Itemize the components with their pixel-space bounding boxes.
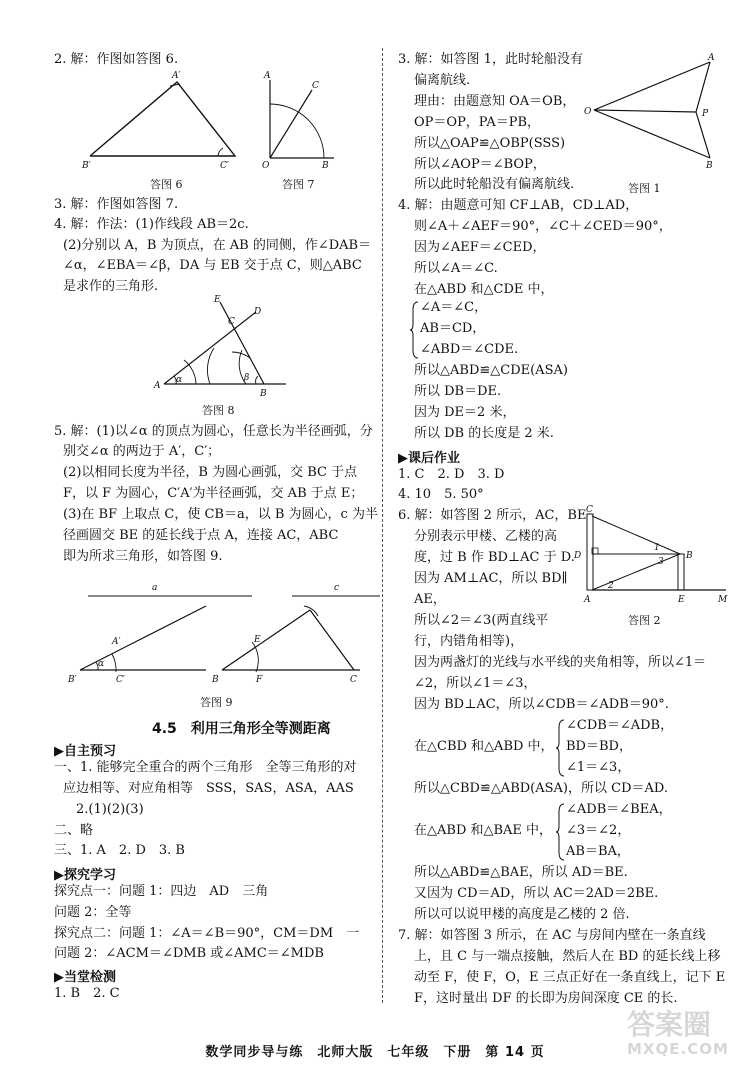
figure-9: [60, 580, 380, 690]
fig9-label-a-small: a: [152, 583, 158, 593]
figure-6: [80, 70, 260, 170]
homework-title: 课后作业: [408, 451, 461, 466]
q6-line-3: 度，过 B 作 BD⊥AC 于 D.: [414, 550, 575, 565]
q6-line-22: 所以可以说甲楼的高度是乙楼的 2 倍.: [414, 907, 630, 922]
q6-line-4: 因为 AM⊥AC，所以 BD∥: [414, 571, 568, 586]
watermark-line-2: MXQE.COM: [627, 1040, 729, 1058]
q5-line-2: 别交∠α 的两边于 A′，C′；: [63, 444, 221, 459]
q6-line-8: 因为两盏灯的光线与水平线的夹角相等，所以∠1＝: [414, 655, 707, 670]
figure-8: [150, 294, 300, 398]
hw-line-1: 1. C 2. D 3. D: [398, 467, 505, 482]
q4-right-line-5: 在△ABD 和△CDE 中，: [414, 282, 554, 297]
fig2-label-a: A: [584, 595, 591, 605]
q3-right-line-2: 偏离航线.: [414, 73, 471, 88]
fig1-label-b: B: [706, 161, 713, 171]
self-preview-title: 自主预习: [64, 744, 117, 759]
q6-line-9: ∠2，所以∠1＝∠3，: [414, 676, 537, 691]
q5-line-4: F，以 F 为圆心，C′A′为半径画弧，交 AB 于点 E；: [63, 486, 364, 501]
fig1-caption: 答图 1: [628, 182, 661, 195]
fig2-label-b: B: [686, 551, 693, 561]
q2-text: 2. 解：作图如答图 6.: [54, 52, 179, 67]
q4-right-line-2: 则∠A＋∠AEF＝90°，∠C＋∠CED＝90°，: [414, 219, 672, 234]
q4-right-line-1: 4. 解：由题意可知 CF⊥AB，CD⊥AD，: [398, 198, 639, 213]
q6-line-12: 在△CBD 和△ABD 中，: [414, 739, 554, 754]
sp-line-3: 2.(1)(2)(3): [76, 802, 144, 817]
ex-line-1: 探究点一：问题 1：四边 AD 三角: [54, 884, 269, 899]
figure-1: [582, 52, 722, 172]
q4-right-line-4: 所以∠A＝∠C.: [414, 261, 498, 276]
ex-line-2: 问题 2：全等: [54, 905, 132, 920]
q4-right-line-7: AB＝CD，: [420, 321, 486, 336]
fig7-label-a: A: [264, 71, 271, 81]
fig2-label-c: C: [586, 505, 593, 515]
sp-line-4: 二、略: [54, 823, 94, 838]
q7-line-2: 上，且 C 与一端点接触，然后人在 BD 的延长线上移: [414, 949, 721, 964]
sp-line-5: 三、1. A 2. D 3. B: [54, 843, 185, 858]
fig1-label-p: P: [702, 109, 709, 119]
q6-line-16: ∠ADB＝∠BEA，: [566, 802, 672, 817]
sp-line-2: 应边相等、对应角相等 SSS，SAS，ASA，AAS: [63, 781, 354, 796]
section-title: 4.5 利用三角形全等测距离: [152, 721, 331, 737]
q6-line-2: 分别表示甲楼、乙楼的高: [414, 529, 558, 544]
q3-right-line-6: 所以∠AOP＝∠BOP，: [414, 157, 546, 172]
fig2-label-2: 2: [608, 581, 614, 591]
fig7-label-c: C: [312, 81, 319, 91]
figure-2: [574, 505, 730, 606]
fig9-label-c: C: [350, 675, 357, 685]
fig9-caption: 答图 9: [200, 696, 233, 709]
fig7-label-o: O: [262, 161, 270, 171]
q4-right-line-10: 所以 DB＝DE.: [414, 384, 502, 399]
q4-right-line-11: 因为 DE＝2 米，: [414, 405, 516, 420]
q4-right-line-8: ∠ABD＝∠CDE.: [420, 342, 519, 357]
q6-line-20: 所以△ABD≌△BAE，所以 AD＝BE.: [414, 865, 628, 880]
class-test-title: 当堂检测: [64, 970, 117, 985]
q7-line-4: F，这时量出 DF 的长即为房间深度 CE 的长.: [414, 991, 678, 1006]
q6-line-7: 行，内错角相等)，: [414, 634, 524, 649]
fig9-label-alpha: α: [98, 659, 105, 669]
fig9-label-c1: C′: [116, 675, 125, 685]
fig8-label-b: B: [260, 389, 267, 399]
fig8-label-a: A: [154, 381, 161, 391]
q7-line-1: 7. 解：如答图 3 所示，在 AC 与房间内壁在一条直线: [398, 928, 706, 943]
q6-line-17: 在△ABD 和△BAE 中，: [414, 823, 553, 838]
watermark: [627, 1010, 742, 1068]
fig9-label-c-small: c: [334, 583, 340, 593]
hw-line-2: 4. 10 5. 50°: [398, 487, 484, 502]
watermark-line-1: 答案圈: [627, 1008, 712, 1041]
class-test-heading: ▶当堂检测: [54, 970, 117, 985]
q6-line-11: ∠CDB＝∠ADB，: [566, 718, 674, 733]
fig8-label-alpha: α: [176, 375, 183, 385]
self-preview-heading: ▶自主预习: [54, 744, 117, 759]
q3-right-line-1: 3. 解：如答图 1，此时轮船没有: [398, 52, 583, 67]
fig2-label-e: E: [678, 595, 685, 605]
fig6-label-b: B′: [82, 161, 91, 171]
fig8-caption: 答图 8: [202, 404, 235, 417]
q6-line-14: ∠1＝∠3，: [566, 760, 631, 775]
q3-right-line-7: 所以此时轮船没有偏离航线.: [414, 177, 575, 192]
explore-heading: ▶探究学习: [54, 868, 117, 883]
q4-left-line-2: (2)分别以 A，B 为顶点，在 AB 的同侧，作∠DAB＝: [63, 238, 372, 253]
q4-right-line-12: 所以 DB 的长度是 2 米.: [414, 426, 554, 441]
fig1-label-a: A: [708, 53, 715, 63]
fig2-label-1: 1: [654, 543, 660, 553]
fig9-label-b: B: [212, 675, 219, 685]
fig8-label-e: E: [214, 295, 221, 305]
fig6-label-c: C′: [220, 161, 229, 171]
q4-left-line-4: 是求作的三角形.: [63, 279, 159, 294]
q6-line-1: 6. 解：如答图 2 所示，AC，BE: [398, 508, 587, 523]
ct-line: 1. B 2. C: [54, 986, 120, 1001]
brace-1: [410, 300, 420, 360]
q3-left-text: 3. 解：作图如答图 7.: [54, 197, 179, 212]
q4-right-line-9: 所以△ABD≌△CDE(ASA): [414, 363, 568, 378]
homework-heading: ▶课后作业: [398, 451, 461, 466]
fig1-label-o: O: [584, 107, 592, 117]
q4-left-line-1: 4. 解：作法：(1)作线段 AB＝2c.: [54, 217, 249, 232]
explore-title: 探究学习: [64, 868, 117, 883]
q6-line-13: BD＝BD，: [566, 739, 632, 754]
brace-3: [556, 802, 566, 862]
q3-right-line-5: 所以△OAP≌△OBP(SSS): [414, 136, 566, 151]
fig2-label-m: M: [718, 595, 728, 605]
fig2-label-d: D: [574, 551, 582, 561]
q3-right-line-4: OP＝OP，PA＝PB，: [414, 115, 541, 130]
q3-right-line-3: 理由：由题意知 OA＝OB，: [414, 94, 576, 109]
fig8-label-beta: β: [244, 373, 250, 383]
ex-line-4: 问题 2：∠ACM＝∠DMB 或∠AMC＝∠MDB: [54, 946, 324, 961]
q6-line-19: AB＝BA，: [566, 844, 630, 859]
fig8-label-d: D: [254, 307, 262, 317]
fig8-label-c: C: [228, 317, 235, 327]
q7-line-3: 动至 F，使 F，O，E 三点正好在一条直线上，记下 E: [414, 970, 726, 985]
q6-line-21: 又因为 CD＝AD，所以 AC＝2AD＝2BE.: [414, 886, 659, 901]
q4-right-line-6: ∠A＝∠C，: [420, 300, 488, 315]
column-divider: [382, 48, 383, 1003]
fig9-label-e: E: [254, 635, 261, 645]
q6-line-10: 因为 BD⊥AC，所以∠CDB＝∠ADB＝90°.: [414, 697, 669, 712]
q5-line-6: 径画圆交 BE 的延长线于点 A，连接 AC，ABC: [63, 528, 339, 543]
q6-line-18: ∠3＝∠2，: [566, 823, 631, 838]
q4-right-line-3: 因为∠AEF＝∠CED，: [414, 240, 546, 255]
fig7-caption: 答图 7: [282, 178, 315, 191]
fig9-label-b1: B′: [68, 675, 77, 685]
page-footer: 数学同步导与练 北师大版 七年级 下册 第 14 页: [205, 1045, 545, 1060]
q4-left-line-3: ∠α，∠EBA＝∠β，DA 与 EB 交于点 C，则△ABC: [63, 258, 362, 273]
brace-2: [556, 718, 566, 778]
q5-line-1: 5. 解：(1)以∠α 的顶点为圆心，任意长为半径画弧，分: [54, 424, 373, 439]
fig2-label-3: 3: [658, 557, 664, 567]
figure-7: [260, 71, 340, 171]
q6-line-6: 所以∠2＝∠3(两直线平: [414, 613, 549, 628]
sp-line-1: 一、1. 能够完全重合的两个三角形 全等三角形的对: [54, 760, 357, 775]
fig6-label-a: A′: [172, 71, 181, 81]
q5-line-5: (3)在 BF 上取点 C，使 CB＝a，以 B 为圆心，c 为半: [63, 507, 378, 522]
fig6-caption: 答图 6: [150, 178, 183, 191]
fig2-caption: 答图 2: [628, 614, 661, 627]
fig9-label-f: F: [256, 675, 263, 685]
fig7-label-b: B: [322, 161, 329, 171]
fig9-label-a1: A′: [112, 637, 121, 647]
q5-line-7: 即为所求三角形，如答图 9.: [63, 549, 223, 564]
q6-line-5: AE，: [414, 592, 446, 607]
ex-line-3: 探究点二：问题 1：∠A＝∠B＝90°，CM＝DM 一: [54, 926, 360, 941]
q6-line-15: 所以△CBD≌△ABD(ASA)，所以 CD＝AD.: [414, 781, 668, 796]
q5-line-3: (2)以相同长度为半径，B 为圆心画弧，交 BC 于点: [63, 465, 358, 480]
